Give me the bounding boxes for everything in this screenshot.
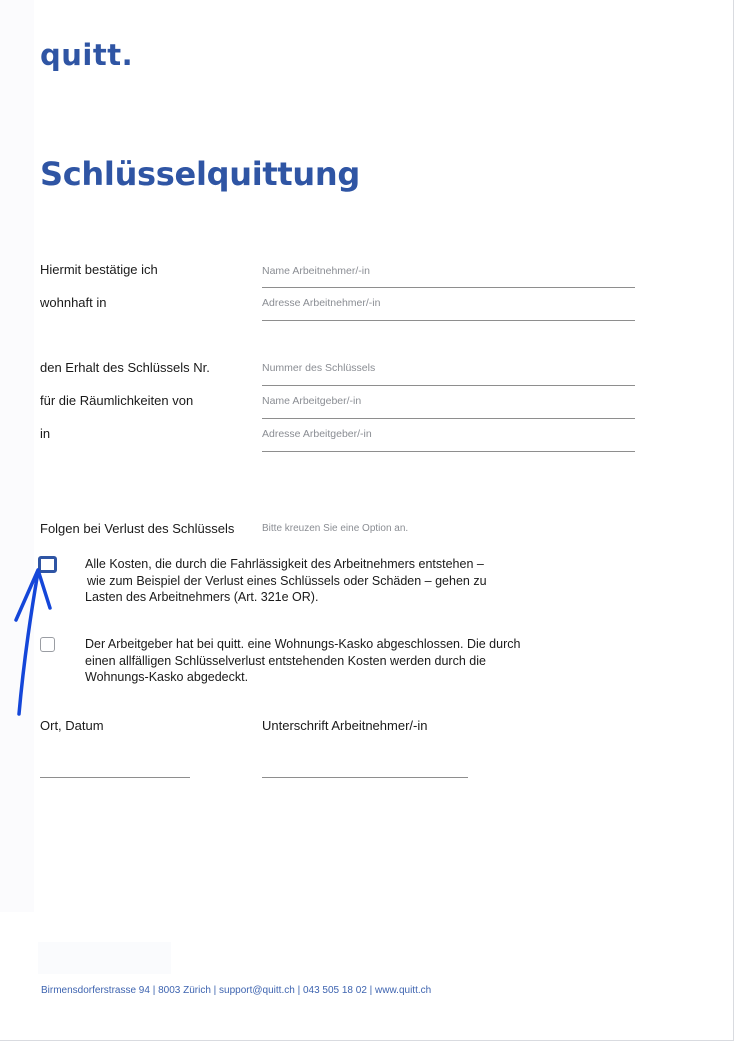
option-1-line-1: Alle Kosten, die durch die Fahrlässigkeit des Arbeitnehmers entstehen – (85, 557, 484, 571)
employer-name-placeholder: Name Arbeitgeber/-in (262, 395, 362, 407)
label-employee-address: wohnhaft in (40, 295, 107, 310)
label-employee-name: Hiermit bestätige ich (40, 262, 158, 277)
page-title: Schlüsselquittung (40, 155, 360, 193)
employer-address-placeholder: Adresse Arbeitgeber/-in (262, 428, 372, 440)
quitt-logo: quitt. (40, 38, 134, 72)
label-employer-name: für die Räumlichkeiten von (40, 393, 194, 408)
option-1-line-3: Lasten des Arbeitnehmers (Art. 321e OR). (85, 590, 319, 604)
loss-section-hint: Bitte kreuzen Sie eine Option an. (262, 523, 409, 534)
option-2-line-2: einen allfälligen Schlüsselverlust entstehenden Kosten werden durch die (85, 653, 486, 668)
place-date-label: Ort, Datum (40, 718, 104, 733)
option-2-line-1: Der Arbeitgeber hat bei quitt. eine Wohnungs-Kasko abgeschlossen. Die durch (85, 637, 521, 651)
loss-section-label: Folgen bei Verlust des Schlüssels (40, 521, 235, 536)
footer-contact: Birmensdorferstrasse 94 | 8003 Zürich | support@quitt.ch | 043 505 18 02 | www.quitt.ch (41, 985, 432, 996)
option-1-line-2: wie zum Beispiel der Verlust eines Schlüssels oder Schäden – gehen zu (87, 573, 487, 588)
option-2-line-3: Wohnungs-Kasko abgedeckt. (85, 670, 249, 684)
label-employer-address: in (40, 426, 51, 441)
employee-name-placeholder: Name Arbeitnehmer/-in (262, 265, 370, 277)
label-key-number: den Erhalt des Schlüssels Nr. (40, 360, 210, 375)
employee-address-placeholder: Adresse Arbeitnehmer/-in (262, 297, 381, 309)
key-number-placeholder: Nummer des Schlüssels (262, 362, 376, 374)
signature-label: Unterschrift Arbeitnehmer/-in (262, 718, 428, 733)
